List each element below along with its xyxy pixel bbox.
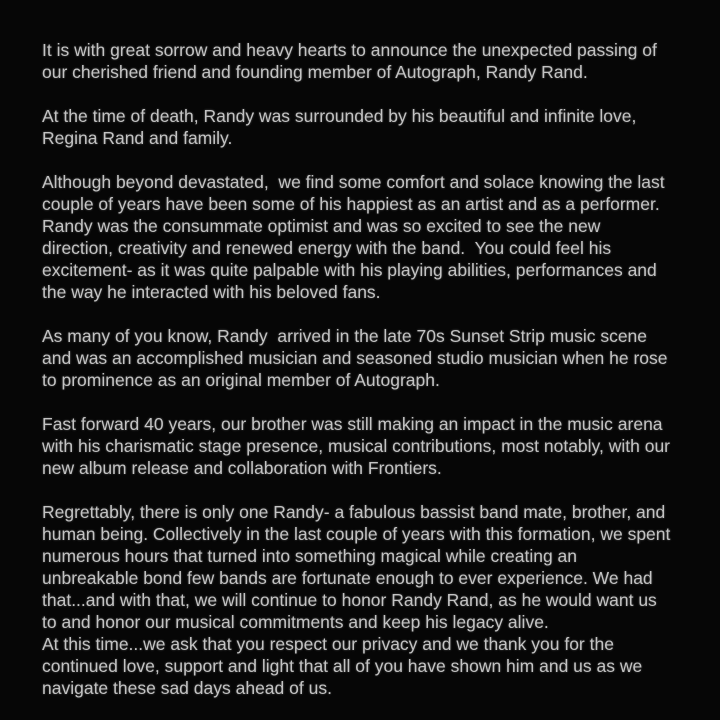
statement-line: our cherished friend and founding member of Autograph, Randy Rand.: [42, 62, 588, 82]
statement-line: that...and with that, we will continue to honor Randy Rand, as he would want us: [42, 590, 657, 610]
statement-line: Although beyond devastated, we find some comfort and solace knowing the last: [42, 172, 665, 192]
statement-paragraph-tribute: [42, 501, 690, 633]
statement-line: As many of you know, Randy arrived in the late 70s Sunset Strip music scene: [42, 326, 648, 346]
statement-line: Regina Rand and family.: [42, 128, 233, 148]
statement-line: Randy was the consummate optimist and was so excited to see the new: [42, 216, 601, 236]
statement-line: At the time of death, Randy was surrounded by his beautiful and infinite love,: [42, 106, 637, 126]
statement-paragraph-privacy: [42, 633, 690, 699]
statement-paragraph-history: [42, 325, 690, 391]
statement-paragraph-comfort: [42, 171, 690, 303]
statement-line: and was an accomplished musician and seasoned studio musician when he rose: [42, 348, 668, 368]
statement-line: navigate these sad days ahead of us.: [42, 678, 332, 698]
statement-line: to prominence as an original member of Autograph.: [42, 370, 440, 390]
statement-line: couple of years have been some of his happiest as an artist and as a performer.: [42, 194, 660, 214]
statement-paragraph-intro: [42, 39, 690, 83]
statement-paragraph-time-of-death: [42, 105, 690, 149]
statement-line: excitement- as it was quite palpable with his playing abilities, performances and: [42, 260, 657, 280]
statement-line: Regrettably, there is only one Randy- a fabulous bassist band mate, brother, and: [42, 502, 666, 522]
statement-line: to and honor our musical commitments and keep his legacy alive.: [42, 612, 549, 632]
statement-line: continued love, support and light that all of you have shown him and us as we: [42, 656, 643, 676]
statement-line: the way he interacted with his beloved fans.: [42, 282, 381, 302]
statement-line: direction, creativity and renewed energy with the band. You could feel his: [42, 238, 612, 258]
statement-line: unbreakable bond few bands are fortunate enough to ever experience. We had: [42, 568, 653, 588]
statement-line: new album release and collaboration with Frontiers.: [42, 458, 442, 478]
statement-line: Fast forward 40 years, our brother was still making an impact in the music arena: [42, 414, 663, 434]
statement-line: It is with great sorrow and heavy hearts to announce the unexpected passing of: [42, 40, 657, 60]
statement-line: human being. Collectively in the last couple of years with this formation, we spent: [42, 524, 671, 544]
statement-paragraph-fast-forward: [42, 413, 690, 479]
statement-line: with his charismatic stage presence, musical contributions, most notably, with our: [42, 436, 671, 456]
statement-line: At this time...we ask that you respect our privacy and we thank you for the: [42, 634, 614, 654]
statement-line: numerous hours that turned into something magical while creating an: [42, 546, 578, 566]
